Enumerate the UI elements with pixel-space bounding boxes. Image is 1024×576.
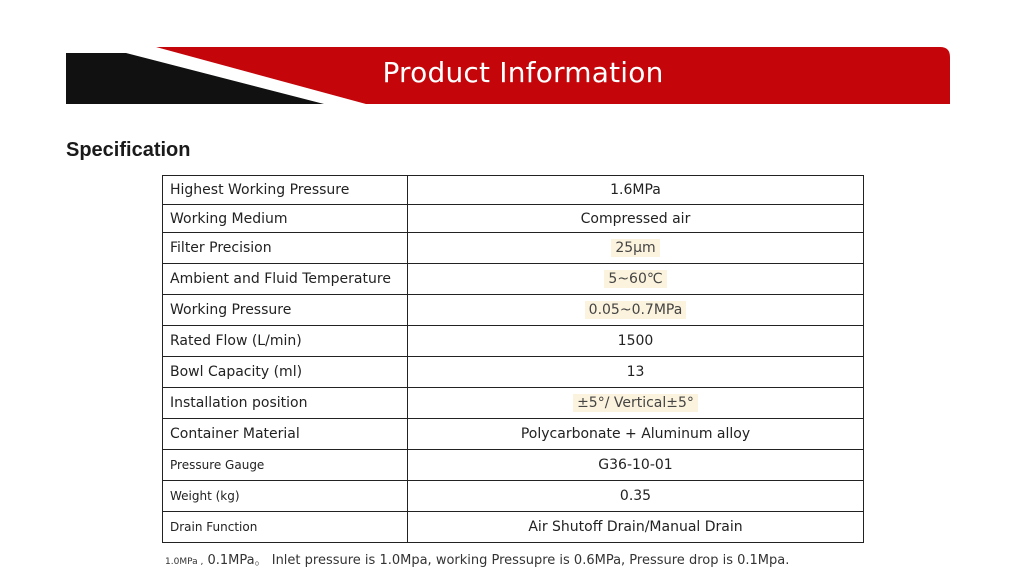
table-row [163, 233, 864, 264]
spec-value: 0.35 [408, 481, 864, 512]
spec-label: Highest Working Pressure [163, 176, 408, 205]
table-row [163, 388, 864, 419]
spec-value: ±5°/ Vertical±5° [573, 394, 698, 412]
spec-label: Drain Function [163, 512, 408, 543]
spec-label: Working Medium [163, 205, 408, 233]
spec-value: 25μm [611, 239, 659, 257]
spec-value-cell [408, 388, 864, 419]
spec-value: Air Shutoff Drain/Manual Drain [408, 512, 864, 543]
table-row [163, 450, 864, 481]
table-row [163, 264, 864, 295]
spec-value: 5~60℃ [604, 270, 666, 288]
table-row [163, 295, 864, 326]
spec-label: Pressure Gauge [163, 450, 408, 481]
spec-value: Compressed air [408, 205, 864, 233]
table-row [163, 512, 864, 543]
spec-table [162, 175, 864, 543]
table-row [163, 326, 864, 357]
spec-value: 1500 [408, 326, 864, 357]
spec-label: Rated Flow (L/min) [163, 326, 408, 357]
table-row [163, 205, 864, 233]
spec-value: 0.05~0.7MPa [585, 301, 687, 319]
footnote [165, 549, 789, 568]
footnote-text: 0.1MPa。 Inlet pressure is 1.0Mpa, working Pressupre is 0.6MPa, Pressure drop is 0.1Mpa. [207, 553, 790, 568]
spec-label: Installation position [163, 388, 408, 419]
header-banner [66, 47, 950, 104]
spec-label: Ambient and Fluid Temperature [163, 264, 408, 295]
spec-value: 13 [408, 357, 864, 388]
spec-label: Filter Precision [163, 233, 408, 264]
spec-label: Working Pressure [163, 295, 408, 326]
footnote-prefix: 1.0MPa , [165, 557, 204, 567]
spec-label: Container Material [163, 419, 408, 450]
spec-label: Weight (kg) [163, 481, 408, 512]
table-row [163, 419, 864, 450]
spec-value-cell [408, 295, 864, 326]
spec-value-cell [408, 233, 864, 264]
section-title: Specification [66, 139, 191, 161]
spec-value-cell [408, 264, 864, 295]
table-row [163, 176, 864, 205]
spec-value: Polycarbonate + Aluminum alloy [408, 419, 864, 450]
table-row [163, 357, 864, 388]
spec-value: 1.6MPa [408, 176, 864, 205]
spec-value: G36-10-01 [408, 450, 864, 481]
page-title: Product Information [382, 56, 664, 89]
spec-label: Bowl Capacity (ml) [163, 357, 408, 388]
table-row [163, 481, 864, 512]
